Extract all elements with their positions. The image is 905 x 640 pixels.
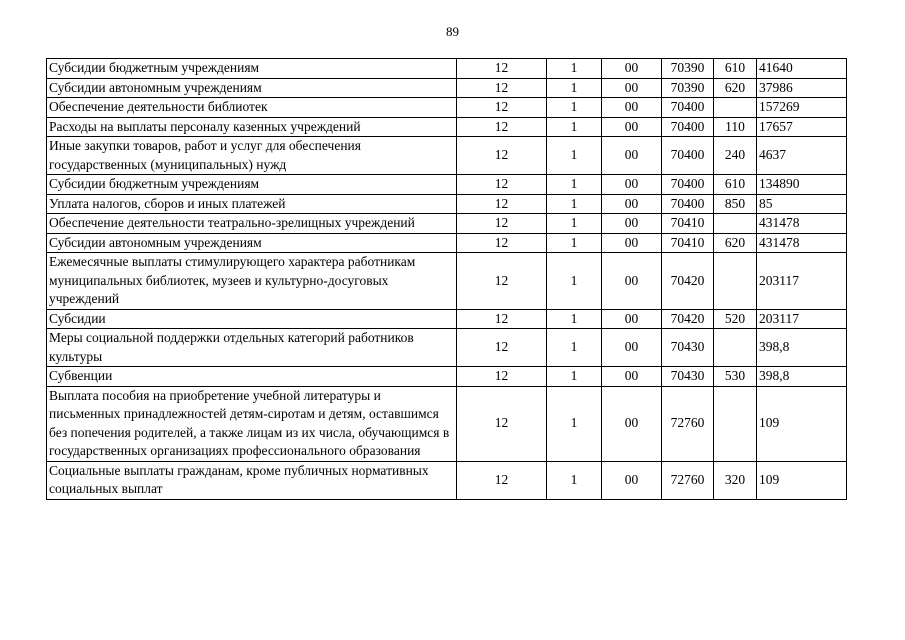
target-article-code-cell: 70430 — [662, 329, 714, 367]
table-row — [47, 175, 847, 195]
table-row — [47, 309, 847, 329]
section-code-cell: 12 — [457, 175, 547, 195]
subsection-code-cell: 1 — [547, 194, 602, 214]
program-code-cell: 00 — [602, 214, 662, 234]
expense-type-code-cell — [714, 329, 757, 367]
subsection-code-cell: 1 — [547, 461, 602, 499]
table-row — [47, 329, 847, 367]
amount-cell: 203117 — [757, 253, 847, 310]
amount-cell: 134890 — [757, 175, 847, 195]
expense-name-cell: Обеспечение деятельности театрально-зрелищных учреждений — [47, 214, 457, 234]
section-code-cell: 12 — [457, 461, 547, 499]
table-row — [47, 367, 847, 387]
target-article-code-cell: 70390 — [662, 59, 714, 79]
subsection-code-cell: 1 — [547, 175, 602, 195]
expense-name-cell: Меры социальной поддержки отдельных категорий работников культуры — [47, 329, 457, 367]
amount-cell: 203117 — [757, 309, 847, 329]
program-code-cell: 00 — [602, 461, 662, 499]
section-code-cell: 12 — [457, 117, 547, 137]
subsection-code-cell: 1 — [547, 117, 602, 137]
expense-type-code-cell: 110 — [714, 117, 757, 137]
table-row — [47, 117, 847, 137]
expense-name-cell: Субсидии — [47, 309, 457, 329]
expense-name-cell: Обеспечение деятельности библиотек — [47, 98, 457, 118]
amount-cell: 431478 — [757, 214, 847, 234]
target-article-code-cell: 72760 — [662, 461, 714, 499]
subsection-code-cell: 1 — [547, 329, 602, 367]
table-row — [47, 386, 847, 461]
budget-table — [46, 58, 847, 500]
subsection-code-cell: 1 — [547, 233, 602, 253]
target-article-code-cell: 72760 — [662, 386, 714, 461]
subsection-code-cell: 1 — [547, 137, 602, 175]
expense-name-cell: Субвенции — [47, 367, 457, 387]
target-article-code-cell: 70400 — [662, 117, 714, 137]
amount-cell: 109 — [757, 386, 847, 461]
expense-type-code-cell: 530 — [714, 367, 757, 387]
section-code-cell: 12 — [457, 98, 547, 118]
amount-cell: 41640 — [757, 59, 847, 79]
program-code-cell: 00 — [602, 78, 662, 98]
table-row — [47, 98, 847, 118]
expense-type-code-cell — [714, 253, 757, 310]
expense-name-cell: Субсидии бюджетным учреждениям — [47, 59, 457, 79]
section-code-cell: 12 — [457, 253, 547, 310]
subsection-code-cell: 1 — [547, 214, 602, 234]
expense-name-cell: Уплата налогов, сборов и иных платежей — [47, 194, 457, 214]
target-article-code-cell: 70410 — [662, 214, 714, 234]
subsection-code-cell: 1 — [547, 253, 602, 310]
amount-cell: 37986 — [757, 78, 847, 98]
program-code-cell: 00 — [602, 194, 662, 214]
target-article-code-cell: 70420 — [662, 253, 714, 310]
expense-name-cell: Субсидии автономным учреждениям — [47, 233, 457, 253]
section-code-cell: 12 — [457, 386, 547, 461]
section-code-cell: 12 — [457, 329, 547, 367]
amount-cell: 17657 — [757, 117, 847, 137]
program-code-cell: 00 — [602, 329, 662, 367]
target-article-code-cell: 70400 — [662, 175, 714, 195]
target-article-code-cell: 70430 — [662, 367, 714, 387]
subsection-code-cell: 1 — [547, 386, 602, 461]
expense-name-cell: Субсидии бюджетным учреждениям — [47, 175, 457, 195]
expense-type-code-cell: 850 — [714, 194, 757, 214]
target-article-code-cell: 70400 — [662, 137, 714, 175]
subsection-code-cell: 1 — [547, 59, 602, 79]
section-code-cell: 12 — [457, 59, 547, 79]
section-code-cell: 12 — [457, 78, 547, 98]
program-code-cell: 00 — [602, 367, 662, 387]
amount-cell: 398,8 — [757, 329, 847, 367]
expense-name-cell: Иные закупки товаров, работ и услуг для обеспечения государственных (муниципальных) нужд — [47, 137, 457, 175]
target-article-code-cell: 70400 — [662, 98, 714, 118]
expense-name-cell: Расходы на выплаты персоналу казенных учреждений — [47, 117, 457, 137]
program-code-cell: 00 — [602, 117, 662, 137]
expense-name-cell: Социальные выплаты гражданам, кроме публичных нормативных социальных выплат — [47, 461, 457, 499]
expense-type-code-cell — [714, 214, 757, 234]
program-code-cell: 00 — [602, 175, 662, 195]
expense-type-code-cell — [714, 386, 757, 461]
expense-type-code-cell: 620 — [714, 233, 757, 253]
target-article-code-cell: 70390 — [662, 78, 714, 98]
program-code-cell: 00 — [602, 98, 662, 118]
subsection-code-cell: 1 — [547, 78, 602, 98]
expense-name-cell: Выплата пособия на приобретение учебной литературы и письменных принадлежностей детям-сиротам и детям, оставшимся без попечения родителей, а также лицам из их числа, обучающимся в государственных организациях профессионального образования — [47, 386, 457, 461]
program-code-cell: 00 — [602, 59, 662, 79]
table-row — [47, 137, 847, 175]
section-code-cell: 12 — [457, 194, 547, 214]
subsection-code-cell: 1 — [547, 309, 602, 329]
expense-type-code-cell: 520 — [714, 309, 757, 329]
amount-cell: 85 — [757, 194, 847, 214]
expense-type-code-cell: 320 — [714, 461, 757, 499]
section-code-cell: 12 — [457, 137, 547, 175]
table-row — [47, 214, 847, 234]
section-code-cell: 12 — [457, 214, 547, 234]
expense-type-code-cell — [714, 98, 757, 118]
amount-cell: 4637 — [757, 137, 847, 175]
expense-type-code-cell: 620 — [714, 78, 757, 98]
amount-cell: 157269 — [757, 98, 847, 118]
program-code-cell: 00 — [602, 233, 662, 253]
amount-cell: 109 — [757, 461, 847, 499]
section-code-cell: 12 — [457, 309, 547, 329]
expense-type-code-cell: 610 — [714, 175, 757, 195]
target-article-code-cell: 70420 — [662, 309, 714, 329]
table-row — [47, 233, 847, 253]
program-code-cell: 00 — [602, 253, 662, 310]
budget-table-body — [47, 59, 847, 500]
table-row — [47, 253, 847, 310]
table-row — [47, 461, 847, 499]
amount-cell: 398,8 — [757, 367, 847, 387]
page-number: 89 — [446, 24, 459, 39]
table-row — [47, 194, 847, 214]
table-row — [47, 59, 847, 79]
table-row — [47, 78, 847, 98]
subsection-code-cell: 1 — [547, 98, 602, 118]
target-article-code-cell: 70400 — [662, 194, 714, 214]
amount-cell: 431478 — [757, 233, 847, 253]
program-code-cell: 00 — [602, 309, 662, 329]
subsection-code-cell: 1 — [547, 367, 602, 387]
section-code-cell: 12 — [457, 367, 547, 387]
expense-name-cell: Ежемесячные выплаты стимулирующего характера работникам муниципальных библиотек, музеев и культурно-досуговых учреждений — [47, 253, 457, 310]
target-article-code-cell: 70410 — [662, 233, 714, 253]
program-code-cell: 00 — [602, 386, 662, 461]
expense-type-code-cell: 240 — [714, 137, 757, 175]
expense-type-code-cell: 610 — [714, 59, 757, 79]
expense-name-cell: Субсидии автономным учреждениям — [47, 78, 457, 98]
program-code-cell: 00 — [602, 137, 662, 175]
section-code-cell: 12 — [457, 233, 547, 253]
